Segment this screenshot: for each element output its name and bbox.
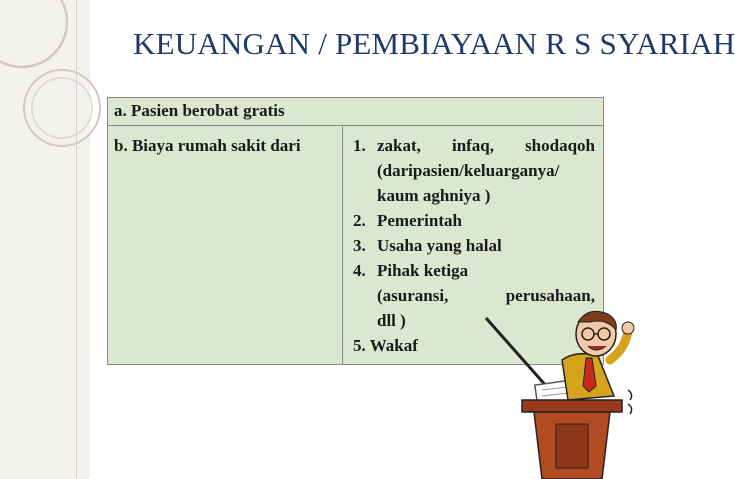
table-row: [108, 98, 604, 126]
list-number: 1.: [353, 136, 366, 155]
slide-title: KEUANGAN / PEMBIAYAAN R S SYARIAH: [133, 26, 735, 61]
list-text: Usaha yang halal: [377, 236, 502, 255]
list-item: [353, 133, 595, 208]
list-text: dll ): [377, 311, 406, 330]
row-b-label-cell: [108, 126, 343, 365]
teacher-at-podium-icon: [478, 300, 638, 479]
list-number: 2.: [353, 211, 366, 230]
list-item: [353, 233, 595, 258]
list-item-last: 5. Wakaf: [353, 336, 418, 355]
list-number: 4.: [353, 261, 366, 280]
list-text: zakat, infaq, shodaqoh: [377, 136, 595, 155]
row-a-cell: a. Pasien berobat gratis: [108, 98, 604, 126]
list-text: Pemerintah: [377, 211, 462, 230]
list-text: (daripasien/keluarganya/: [377, 161, 560, 180]
list-text: Pihak ketiga: [377, 261, 469, 280]
decor-circles: [0, 0, 110, 200]
list-text: (asuransi, perusahaan,: [377, 286, 595, 305]
list-text: kaum aghniya ): [377, 186, 491, 205]
list-item: [353, 208, 595, 233]
row-b-label: b. Biaya rumah sakit dari: [114, 136, 301, 155]
list-number: 3.: [353, 236, 366, 255]
